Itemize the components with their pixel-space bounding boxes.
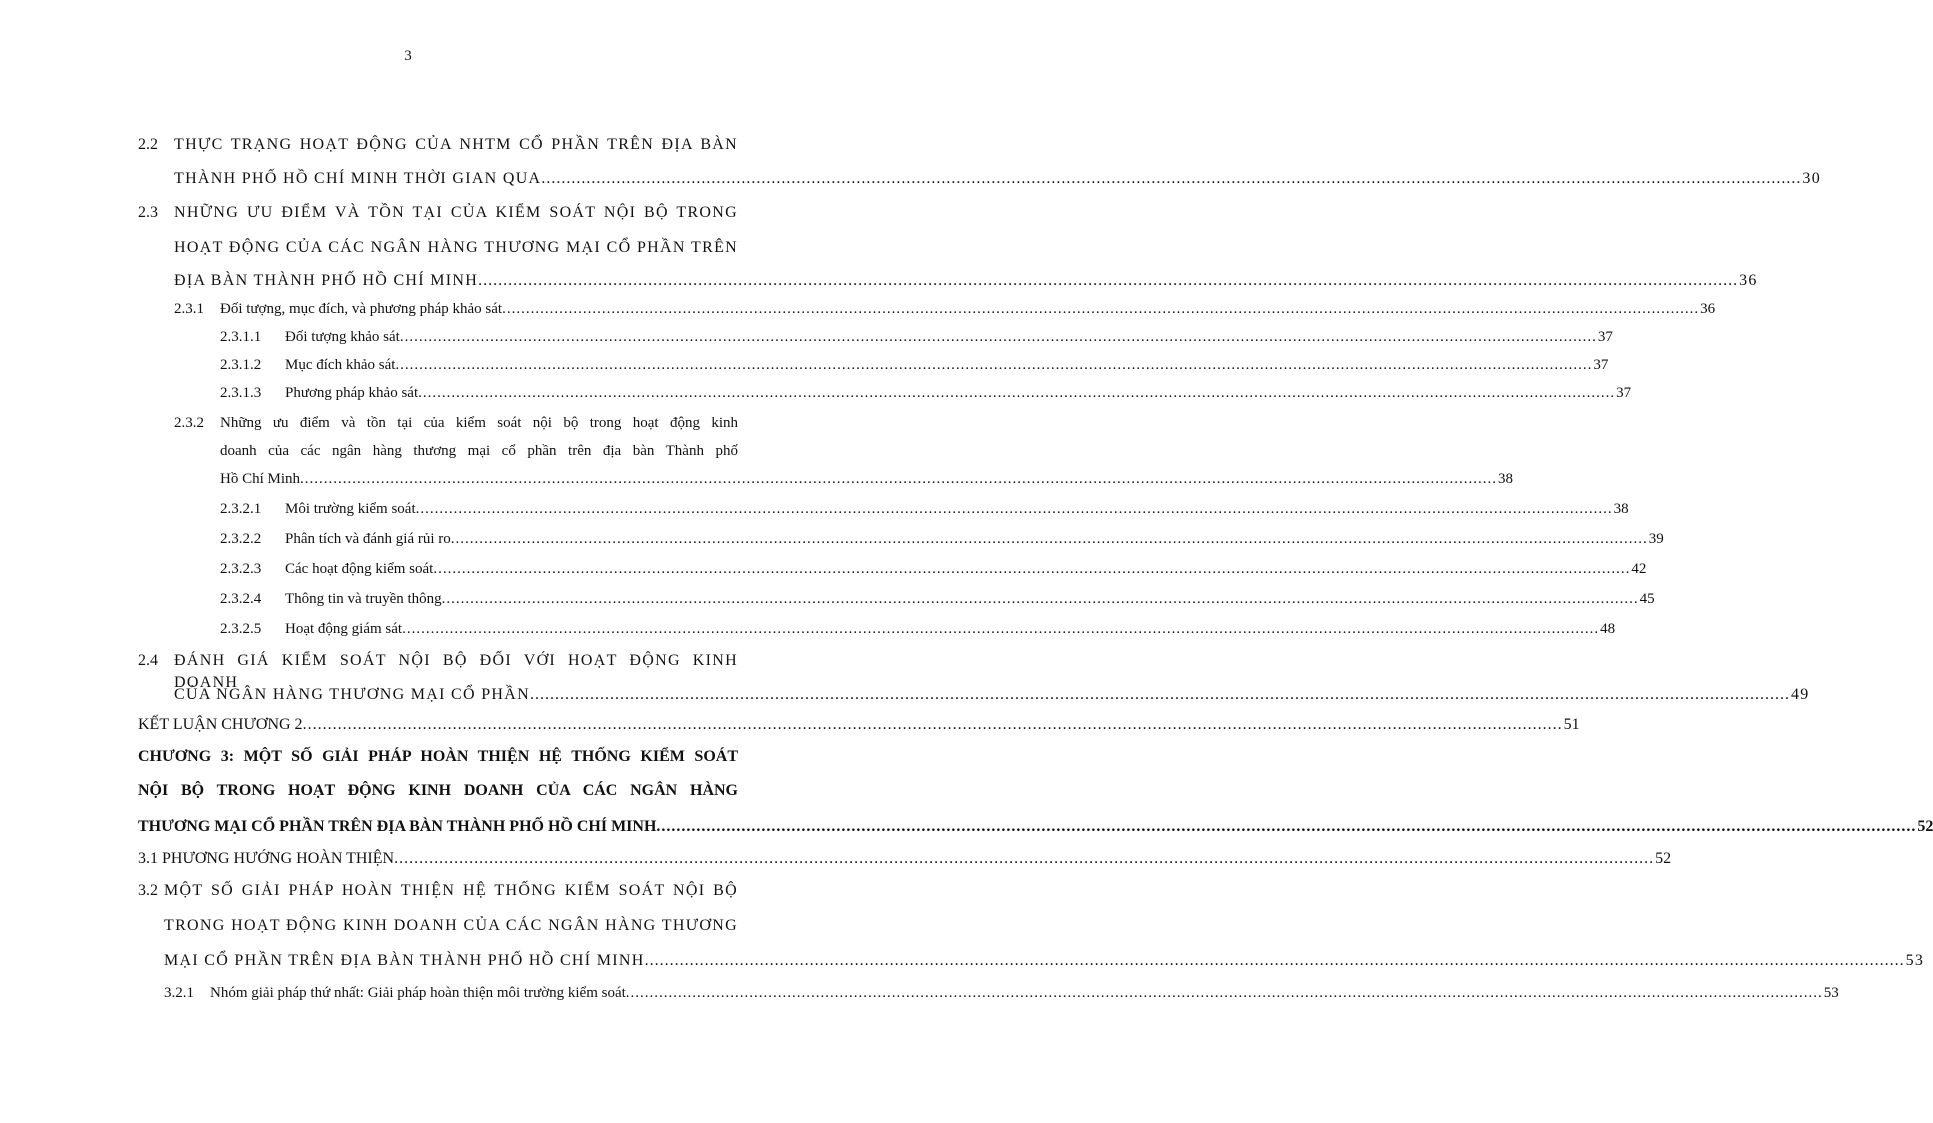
toc-page: 38	[1613, 501, 1629, 517]
toc-page: 45	[1639, 591, 1655, 607]
toc-number: 3.2.1	[164, 985, 194, 1001]
toc-page: 36	[1700, 301, 1716, 317]
toc-title: Phân tích và đánh giá rủi ro ............................................................................................................................................................................................................................................................ 39	[285, 528, 752, 550]
toc-page: 37	[1597, 329, 1613, 345]
dot-leader: ............................................................................................................................................................................................................................................................	[394, 850, 1655, 867]
toc-title: Những ưu điểm và tồn tại của kiểm soát nội bộ trong hoạt động kinh	[220, 415, 738, 431]
toc-title: Các hoạt động kiểm soát ............................................................................................................................................................................................................................................................ 42	[285, 558, 752, 580]
toc-title-continued: Hồ Chí Minh ............................................................................................................................................................................................................................................................ 38	[220, 468, 752, 490]
toc-title-continued: CỦA NGÂN HÀNG THƯƠNG MẠI CỔ PHẦN ............................................................................................................................................................................................................................................................ 49	[174, 684, 752, 706]
toc-title: Hoạt động giám sát ............................................................................................................................................................................................................................................................ 48	[285, 618, 752, 640]
toc-title: KẾT LUẬN CHƯƠNG 2 ............................................................................................................................................................................................................................................................ 51	[138, 714, 752, 736]
toc-page: 48	[1600, 621, 1616, 637]
dot-leader: ............................................................................................................................................................................................................................................................	[415, 501, 1613, 517]
toc-number: 2.3.2.5	[220, 621, 262, 637]
toc-page: 52	[1655, 850, 1672, 867]
toc-title-continued: doanh của các ngân hàng thương mại cổ phần trên địa bàn Thành phố	[220, 443, 738, 459]
toc-title: NHỮNG ƯU ĐIỂM VÀ TỒN TẠI CỦA KIỂM SOÁT NỘI BỘ TRONG	[174, 204, 738, 221]
toc-title-continued: THÀNH PHỐ HỒ CHÍ MINH THỜI GIAN QUA ............................................................................................................................................................................................................................................................ 30	[174, 168, 752, 190]
toc-page: 51	[1563, 716, 1580, 733]
toc-title: ĐÁNH GIÁ KIỂM SOÁT NỘI BỘ ĐỐI VỚI HOẠT ĐỘNG KINH DOANH	[174, 652, 738, 691]
toc-page: 37	[1616, 385, 1632, 401]
toc-title-continued: HOẠT ĐỘNG CỦA CÁC NGÂN HÀNG THƯƠNG MẠI CỔ PHẦN TRÊN	[174, 239, 738, 256]
toc-page: 52	[1917, 818, 1933, 835]
dot-leader: ............................................................................................................................................................................................................................................................	[450, 531, 1648, 547]
toc-page: 37	[1593, 357, 1609, 373]
toc-number: 2.3.1.3	[220, 385, 262, 401]
toc-number: 2.3.2.1	[220, 501, 262, 517]
toc-title: Nhóm giải pháp thứ nhất: Giải pháp hoàn thiện môi trường kiểm soát ............................................................................................................................................................................................................................................................ 53	[210, 982, 752, 1004]
toc-title: 3.1 PHƯƠNG HƯỚNG HOÀN THIỆN ............................................................................................................................................................................................................................................................ 52	[138, 848, 752, 870]
toc-title: CHƯƠNG 3: MỘT SỐ GIẢI PHÁP HOÀN THIỆN HỆ THỐNG KIỂM SOÁT	[138, 748, 738, 765]
toc-number: 2.3.1.1	[220, 329, 262, 345]
toc-number: 2.3.1.2	[220, 357, 262, 373]
dot-leader: ............................................................................................................................................................................................................................................................	[418, 385, 1616, 401]
dot-leader: ............................................................................................................................................................................................................................................................	[300, 471, 1498, 487]
toc-number: 3.2	[138, 882, 158, 899]
toc-title: Mục đích khảo sát ............................................................................................................................................................................................................................................................ 37	[285, 354, 752, 376]
toc-title-continued: TRONG HOẠT ĐỘNG KINH DOANH CỦA CÁC NGÂN HÀNG THƯƠNG	[164, 917, 738, 934]
toc-page: 42	[1631, 561, 1647, 577]
toc-title: Đối tượng khảo sát ............................................................................................................................................................................................................................................................ 37	[285, 326, 752, 348]
toc-page: 53	[1905, 952, 1925, 969]
toc-page: 30	[1802, 170, 1822, 187]
toc-title: Phương pháp khảo sát ............................................................................................................................................................................................................................................................ 37	[285, 382, 752, 404]
dot-leader: ............................................................................................................................................................................................................................................................	[656, 818, 1917, 835]
toc-number: 2.4	[138, 652, 158, 669]
toc-title-continued: ĐỊA BÀN THÀNH PHỐ HỒ CHÍ MINH ............................................................................................................................................................................................................................................................ 36	[174, 270, 752, 292]
dot-leader: ............................................................................................................................................................................................................................................................	[433, 561, 1631, 577]
toc-title-continued: NỘI BỘ TRONG HOẠT ĐỘNG KINH DOANH CỦA CÁC NGÂN HÀNG	[138, 782, 738, 799]
toc-page: 39	[1648, 531, 1664, 547]
dot-leader: ............................................................................................................................................................................................................................................................	[395, 357, 1593, 373]
toc-title-continued: MẠI CỔ PHẦN TRÊN ĐỊA BÀN THÀNH PHỐ HỒ CHÍ MINH ............................................................................................................................................................................................................................................................ 53	[164, 950, 752, 972]
toc-number: 2.3	[138, 204, 158, 221]
dot-leader: ............................................................................................................................................................................................................................................................	[399, 329, 1597, 345]
dot-leader: ............................................................................................................................................................................................................................................................	[302, 716, 1563, 733]
toc-title: THỰC TRẠNG HOẠT ĐỘNG CỦA NHTM CỔ PHẦN TRÊN ĐỊA BÀN	[174, 136, 738, 153]
page-number: 3	[404, 48, 412, 64]
dot-leader: ............................................................................................................................................................................................................................................................	[625, 985, 1823, 1001]
dot-leader: ............................................................................................................................................................................................................................................................	[529, 686, 1790, 703]
toc-page: 49	[1790, 686, 1810, 703]
dot-leader: ............................................................................................................................................................................................................................................................	[502, 301, 1700, 317]
dot-leader: ............................................................................................................................................................................................................................................................	[541, 170, 1802, 187]
toc-page: 38	[1498, 471, 1514, 487]
toc-number: 2.3.1	[174, 301, 204, 317]
toc-number: 2.3.2.3	[220, 561, 262, 577]
dot-leader: ............................................................................................................................................................................................................................................................	[441, 591, 1639, 607]
toc-number: 2.3.2	[174, 415, 204, 431]
dot-leader: ............................................................................................................................................................................................................................................................	[478, 272, 1739, 289]
toc-title: MỘT SỐ GIẢI PHÁP HOÀN THIỆN HỆ THỐNG KIỂM SOÁT NỘI BỘ	[164, 882, 738, 899]
toc-page: 36	[1739, 272, 1758, 289]
toc-number: 2.3.2.2	[220, 531, 262, 547]
dot-leader: ............................................................................................................................................................................................................................................................	[644, 952, 1905, 969]
toc-number: 2.2	[138, 136, 158, 153]
toc-title-continued: THƯƠNG MẠI CỔ PHẦN TRÊN ĐỊA BÀN THÀNH PHỐ HỒ CHÍ MINH ............................................................................................................................................................................................................................................................ 52	[138, 816, 752, 838]
toc-title: Đối tượng, mục đích, và phương pháp khảo sát ............................................................................................................................................................................................................................................................ 36	[220, 298, 752, 320]
dot-leader: ............................................................................................................................................................................................................................................................	[402, 621, 1600, 637]
toc-title: Thông tin và truyền thông ............................................................................................................................................................................................................................................................ 45	[285, 588, 752, 610]
toc-number: 2.3.2.4	[220, 591, 262, 607]
toc-page: 53	[1823, 985, 1839, 1001]
toc-title: Môi trường kiểm soát ............................................................................................................................................................................................................................................................ 38	[285, 498, 752, 520]
